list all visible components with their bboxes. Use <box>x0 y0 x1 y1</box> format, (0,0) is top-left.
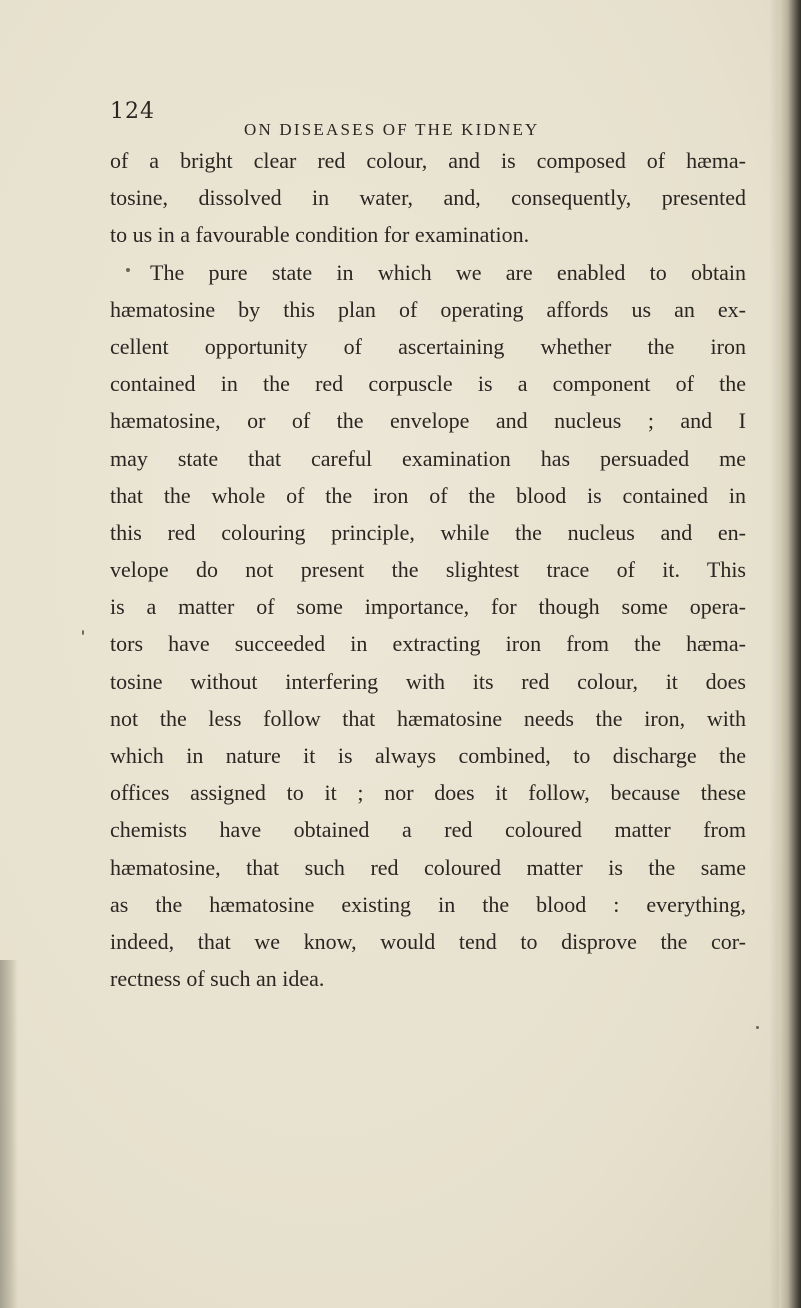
text-line: indeed, that we know, would tend to disprove the cor- <box>110 928 746 954</box>
page-number: 124 <box>110 99 155 124</box>
text-line: rectness of such an idea. <box>110 966 325 992</box>
text-line: that the whole of the iron of the blood is contained in <box>110 482 746 508</box>
text-line: hæmatosine by this plan of operating affords us an ex- <box>110 296 746 322</box>
book-spine-edge <box>779 0 801 1308</box>
running-head: ON DISEASES OF THE KIDNEY <box>244 120 540 139</box>
text-line: to us in a favourable condition for examination. <box>110 222 530 248</box>
text-line: this red colouring principle, while the nucleus and en- <box>110 519 746 545</box>
text-line: offices assigned to it ; nor does it follow, because these <box>110 780 746 806</box>
text-line: tors have succeeded in extracting iron from the hæma- <box>110 631 746 657</box>
paragraph-start-line: The pure state in which we are enabled to obtain <box>150 259 746 285</box>
text-line: cellent opportunity of ascertaining whether the iron <box>110 333 746 359</box>
text-line: not the less follow that hæmatosine needs the iron, with <box>110 705 746 731</box>
text-line: tosine, dissolved in water, and, consequently, presented <box>110 185 746 211</box>
text-line: of a bright clear red colour, and is composed of hæma- <box>110 148 746 173</box>
text-line: hæmatosine, that such red coloured matter is the same <box>110 854 746 880</box>
print-speck <box>756 1026 759 1029</box>
left-gutter-shadow <box>0 960 18 1308</box>
print-speck <box>82 630 84 635</box>
text-line: chemists have obtained a red coloured matter from <box>110 817 746 843</box>
text-line: is a matter of some importance, for though some opera- <box>110 594 746 620</box>
text-line: as the hæmatosine existing in the blood : everything, <box>110 891 746 917</box>
text-line: tosine without interfering with its red colour, it does <box>110 668 746 694</box>
text-line: contained in the red corpuscle is a component of the <box>110 371 746 397</box>
text-line: hæmatosine, or of the envelope and nucleus ; and I <box>110 408 746 434</box>
text-line: which in nature it is always combined, to discharge the <box>110 743 746 768</box>
text-line: may state that careful examination has persuaded me <box>110 445 746 471</box>
text-line: velope do not present the slightest trace of it. This <box>110 557 746 583</box>
body-text <box>110 142 746 997</box>
